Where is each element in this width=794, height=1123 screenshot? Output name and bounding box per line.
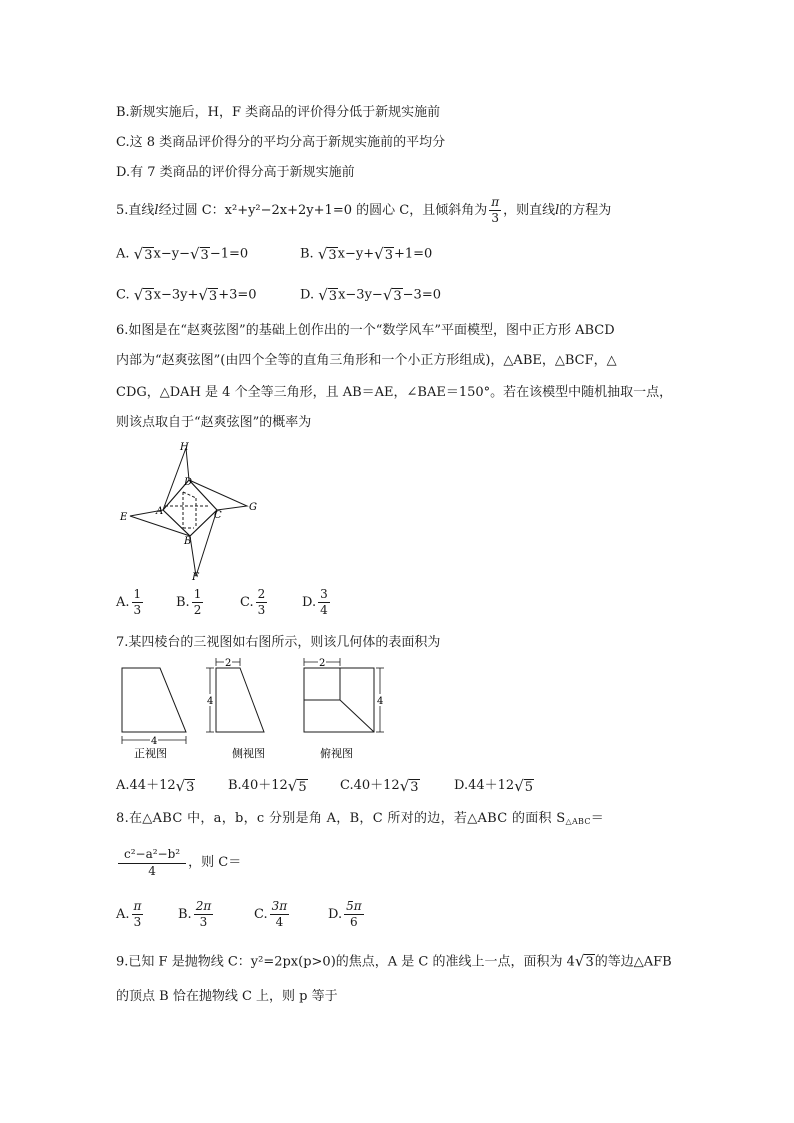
front-view-caption: 正视图	[134, 747, 167, 760]
label-h: H	[180, 442, 189, 453]
q8-option-a: A. $\frac{\pi}{3}$	[116, 899, 142, 929]
q5-options-row2	[116, 286, 716, 306]
q6-line3: CDG，△DAH 是 4 个全等三角形，且 AB＝AE，∠BAE＝150°。若在该模型中随机抽取一点，	[116, 385, 673, 400]
label-b: B	[184, 536, 192, 547]
q8-option-b: B. $\frac{2\pi}{3}$	[178, 899, 212, 929]
q8-option-d: D. $\frac{5\pi}{6}$	[328, 899, 362, 929]
q7-option-d: D.44＋12√5	[454, 776, 534, 795]
label-f: F	[192, 572, 199, 583]
label-g: G	[249, 502, 257, 513]
q6-option-b: B. $\frac{1}{2}$	[176, 587, 202, 617]
side-view-caption: 侧视图	[232, 747, 265, 760]
q7-stem: 7.某四棱台的三视图如右图所示，则该几何体的表面积为	[116, 635, 441, 650]
q6-option-c: C. $\frac{2}{3}$	[240, 587, 266, 617]
label-d: D	[184, 477, 193, 488]
q5-angle-fraction: $\frac{\pi}{3}$	[491, 195, 500, 225]
q6-line1: 6.如图是在“赵爽弦图”的基础上创作出的一个“数学风车”平面模型，图中正方形 ABCD	[116, 323, 615, 338]
q4-option-b: B.新规实施后，H，F 类商品的评价得分低于新规实施前	[116, 105, 441, 120]
q5-option-c: C. √3x−3y+√3+3=0	[116, 286, 257, 304]
q7-option-a: A.44＋12√3	[116, 776, 195, 795]
q9-line1: 9.已知 F 是抛物线 C：y²=2px(p>0)的焦点，A 是 C 的准线上一点，面积为 4√3的等边△AFB	[116, 952, 672, 970]
windmill-figure	[116, 440, 266, 585]
q7-options	[116, 774, 676, 796]
q5-stem: 5.直线l经过圆 C：x²+y²−2x+2y+1=0 的圆心 C，且倾斜角为 $\frac{\pi}{3}$ ，则直线l的方程为	[116, 195, 612, 225]
q8-options	[116, 900, 416, 936]
q4-option-c: C.这 8 类商品评价得分的平均分高于新规实施前的平均分	[116, 135, 446, 150]
label-e: E	[120, 512, 128, 523]
label-c: C	[214, 510, 222, 521]
q6-option-d: D. $\frac{3}{4}$	[302, 587, 328, 617]
q8-option-c: C. $\frac{3\pi}{4}$	[254, 899, 288, 929]
side-top-label: 2	[225, 658, 232, 669]
q9-line2: 的顶点 B 恰在抛物线 C 上，则 p 等于	[116, 989, 338, 1004]
q8-stem: 8.在△ABC 中，a，b，c 分别是角 A，B，C 所对的边，若△ABC 的面积 $S_{\triangle ABC}=$	[116, 811, 605, 826]
q6-line4: 则该点取自于“赵爽弦图”的概率为	[116, 415, 312, 430]
q4-option-d: D.有 7 类商品的评价得分高于新规实施前	[116, 165, 355, 180]
top-height-label: 4	[377, 696, 384, 707]
q6-options	[116, 588, 416, 624]
label-a: A	[156, 506, 164, 517]
front-width-label: 4	[151, 736, 158, 747]
q7-option-c: C.40＋12√3	[340, 776, 419, 795]
triangle-bcf	[190, 510, 217, 576]
q5-option-d: D. √3x−3y−√3−3=0	[300, 286, 441, 304]
side-height-label: 4	[207, 696, 214, 707]
q6-line2: 内部为“赵爽弦图”(由四个全等的直角三角形和一个小正方形组成)，△ABE，△BCF，△	[116, 353, 617, 368]
three-views-figure	[116, 656, 396, 764]
top-view-caption: 俯视图	[320, 747, 353, 760]
q5-option-b: B. √3x−y+√3+1=0	[300, 245, 433, 263]
front-view	[122, 668, 186, 732]
q7-option-b: B.40＋12√5	[228, 776, 307, 795]
side-view	[216, 668, 264, 732]
top-top-label: 2	[319, 658, 326, 669]
q6-option-a: A. $\frac{1}{3}$	[116, 587, 142, 617]
q5-options-row1	[116, 245, 716, 265]
q5-option-a: A. √3x−y−√3−1=0	[116, 245, 249, 263]
q8-fraction-line: $\frac{\text{c²−a²−b²}}{4}$ ，则 C＝	[116, 846, 241, 880]
